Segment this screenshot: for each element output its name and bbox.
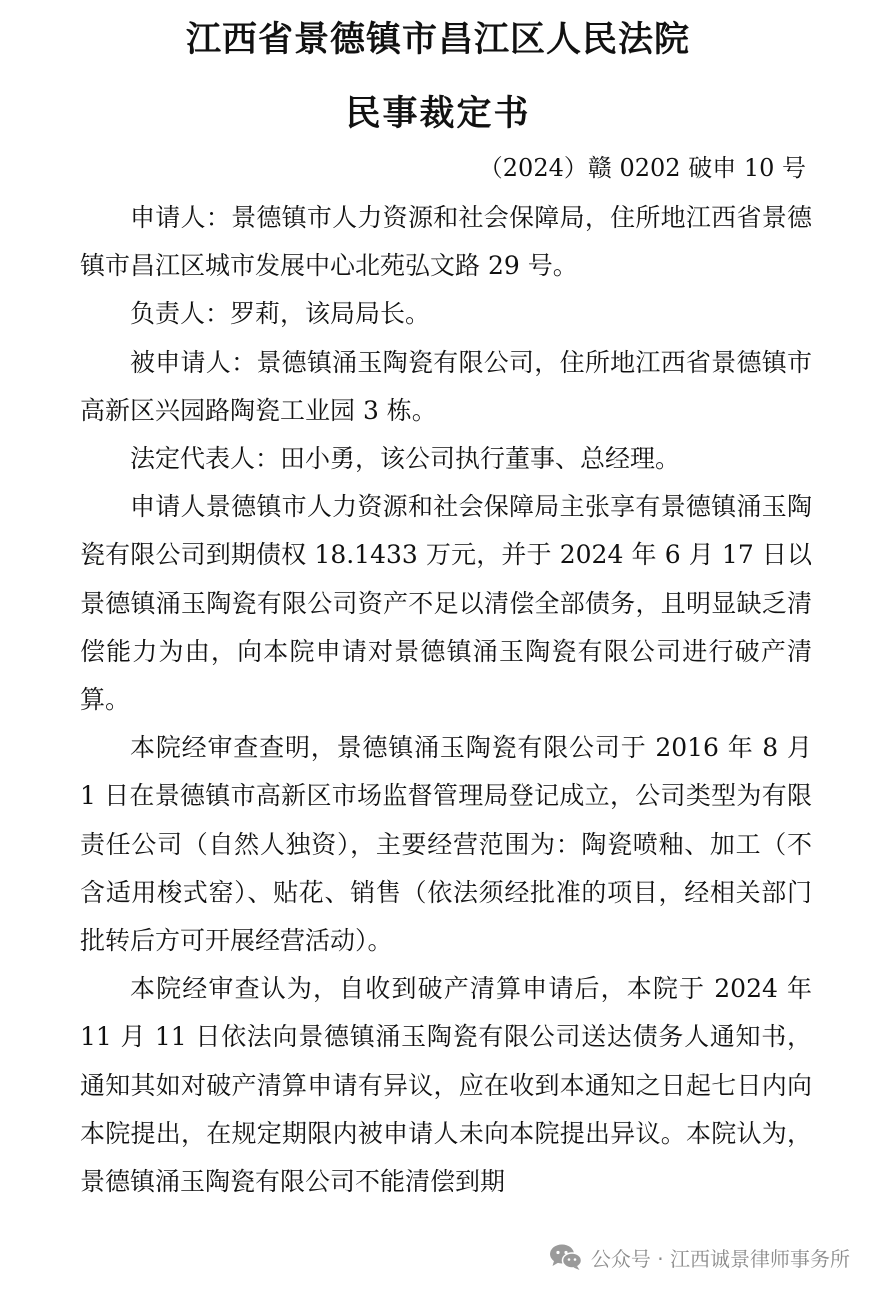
court-name: 江西省景德镇市昌江区人民法院 [185, 20, 690, 60]
watermark-footer [549, 1240, 850, 1274]
document-body [80, 194, 812, 1206]
watermark-text: 公众号 · 江西诚景律师事务所 [590, 1246, 850, 1271]
paragraph-claim: 申请人景德镇市人力资源和社会保障局主张享有景德镇涌玉陶瓷有限公司到期债权 18.1433 万元，并于 2024 年 6 月 17 日以景德镇涌玉陶瓷有限公司资产不足以清偿全部债务，且明显缺乏清偿能力为由，向本院申请对景德镇涌玉陶瓷有限公司进行破产清算。 [80, 492, 812, 715]
case-number: （2024）赣 0202 破申 10 号 [478, 154, 806, 182]
paragraph-respondent: 被申请人：景德镇涌玉陶瓷有限公司，住所地江西省景德镇市高新区兴园路陶瓷工业园 3 栋。 [80, 347, 812, 425]
paragraph-applicant: 申请人：景德镇市人力资源和社会保障局，住所地江西省景德镇市昌江区城市发展中心北苑弘文路 29 号。 [80, 203, 812, 281]
paragraph-reasoning: 本院经审查认为，自收到破产清算申请后，本院于 2024 年 11 月 11 日依法向景德镇涌玉陶瓷有限公司送达债务人通知书，通知其如对破产清算申请有异议，应在收到本通知之日起七日内向本院提出，在规定期限内被申请人未向本院提出异议。本院认为，景德镇涌玉陶瓷有限公司不能清偿到期 [80, 974, 812, 1197]
paragraph-responsible-person: 负责人：罗莉，该局局长。 [130, 299, 431, 329]
paragraph-findings: 本院经审查查明，景德镇涌玉陶瓷有限公司于 2016 年 8 月 1 日在景德镇市高新区市场监督管理局登记成立，公司类型为有限责任公司（自然人独资），主要经营范围为：陶瓷喷釉、加工（不含适用梭式窑）、贴花、销售（依法须经批准的项目，经相关部门批转后方可开展经营活动）。 [80, 733, 812, 956]
wechat-icon [549, 1243, 583, 1271]
document-title: 民事裁定书 [345, 94, 531, 134]
paragraph-legal-representative: 法定代表人：田小勇，该公司执行董事、总经理。 [130, 444, 681, 474]
